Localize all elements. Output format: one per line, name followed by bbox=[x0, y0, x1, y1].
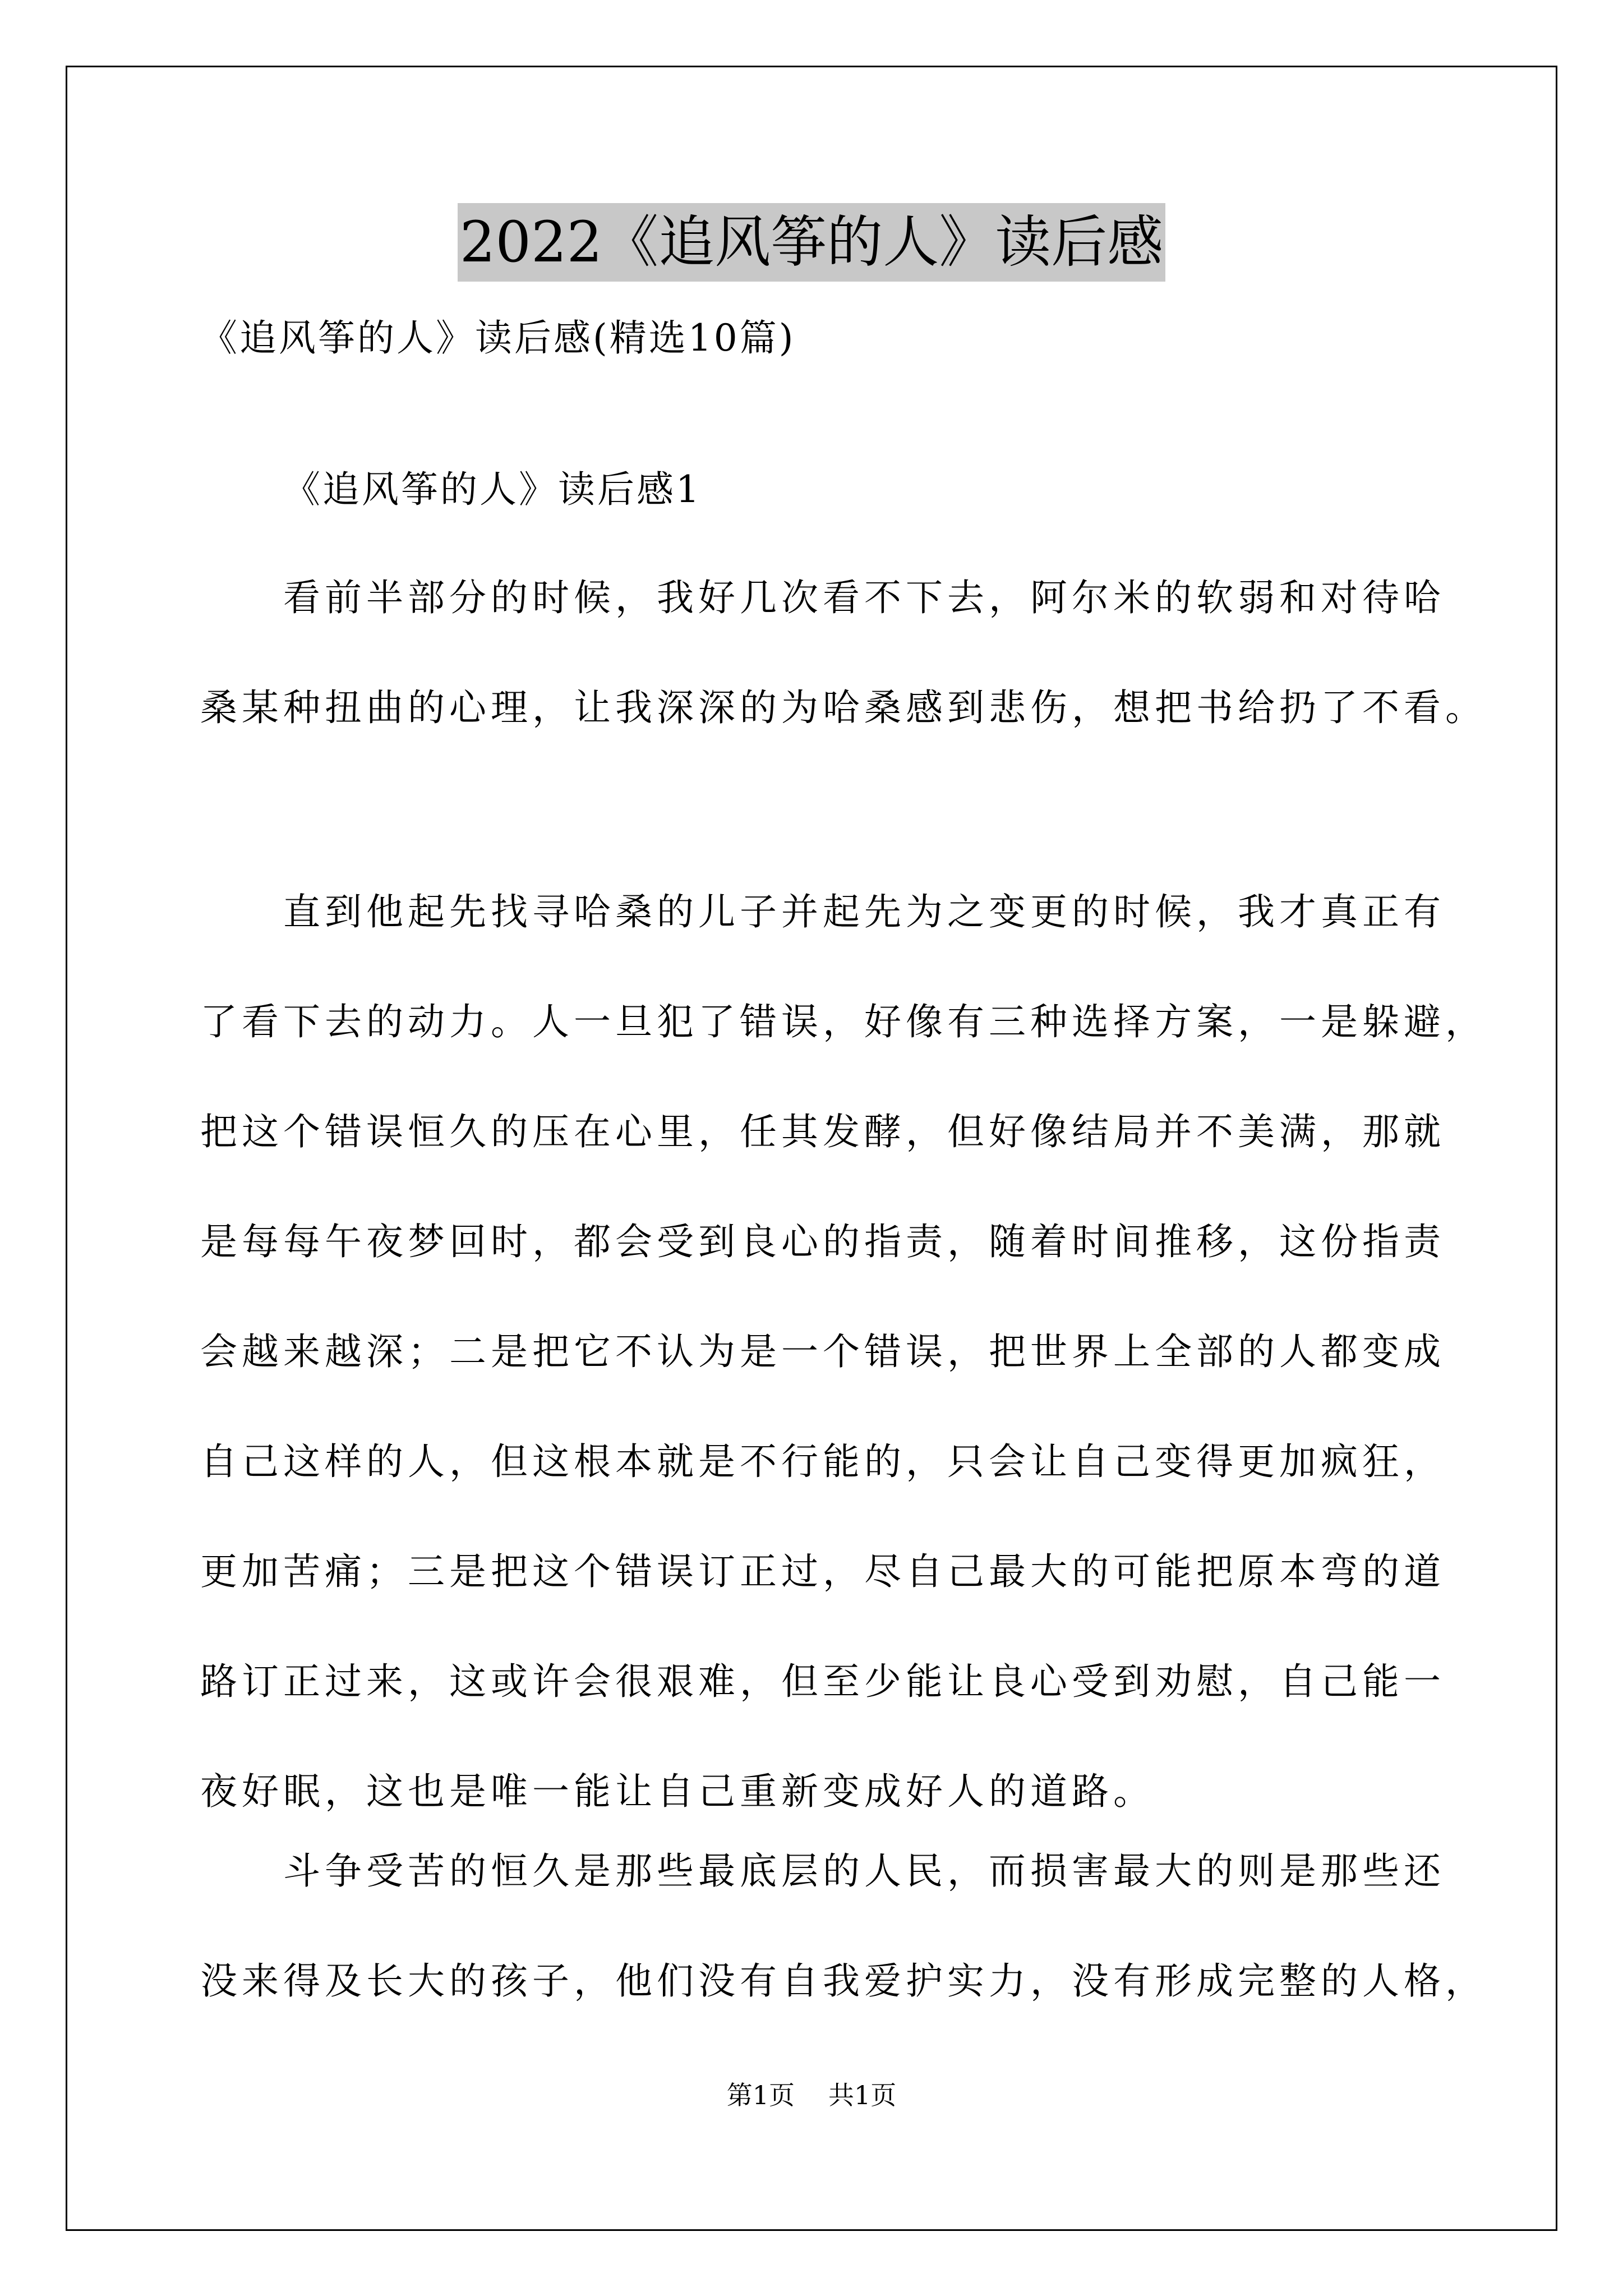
paragraph-line: 桑某种扭曲的心理，让我深深的为哈桑感到悲伤，想把书给扔了不看。 bbox=[200, 686, 1487, 729]
paragraph-1 bbox=[200, 543, 1487, 763]
paragraph-line: 是每每午夜梦回时，都会受到良心的指责，随着时间推移，这份指责 bbox=[200, 1220, 1445, 1263]
paragraph-line: 直到他起先找寻哈桑的儿子并起先为之变更的时候，我才真正有 bbox=[283, 890, 1445, 933]
page-footer bbox=[0, 2076, 1623, 2115]
paragraph-line: 更加苦痛；三是把这个错误订正过，尽自己最大的可能把原本弯的道 bbox=[200, 1550, 1445, 1593]
paragraph-line: 自己这样的人，但这根本就是不行能的，只会让自己变得更加疯狂， bbox=[200, 1440, 1445, 1483]
section-heading: 《追风筝的人》读后感1 bbox=[283, 468, 702, 511]
paragraph-line: 路订正过来，这或许会很艰难，但至少能让良心受到劝慰，自己能一 bbox=[200, 1660, 1445, 1703]
page-number-current: 第1页 bbox=[726, 2080, 795, 2110]
paragraph-line: 夜好眠，这也是唯一能让自己重新变成好人的道路。 bbox=[200, 1770, 1155, 1813]
paragraph-line: 了看下去的动力。人一旦犯了错误，好像有三种选择方案，一是躲避， bbox=[200, 1000, 1487, 1043]
paragraph-line: 没来得及长大的孩子，他们没有自我爱护实力，没有形成完整的人格， bbox=[200, 1959, 1487, 2003]
paragraph-line: 看前半部分的时候，我好几次看不下去，阿尔米的软弱和对待哈 bbox=[283, 576, 1445, 619]
document-subtitle: 《追风筝的人》读后感(精选10篇) bbox=[200, 316, 796, 360]
paragraph-3 bbox=[200, 1816, 1487, 2036]
page-number-total: 共1页 bbox=[828, 2080, 897, 2110]
title-container bbox=[0, 203, 1623, 282]
paragraph-line: 把这个错误恒久的压在心里，任其发酵，但好像结局并不美满，那就 bbox=[200, 1110, 1445, 1153]
paragraph-line: 斗争受苦的恒久是那些最底层的人民，而损害最大的则是那些还 bbox=[283, 1849, 1445, 1893]
document-title: 2022《追风筝的人》读后感 bbox=[458, 203, 1166, 282]
paragraph-line: 会越来越深；二是把它不认为是一个错误，把世界上全部的人都变成 bbox=[200, 1330, 1445, 1373]
paragraph-2 bbox=[200, 857, 1487, 1847]
